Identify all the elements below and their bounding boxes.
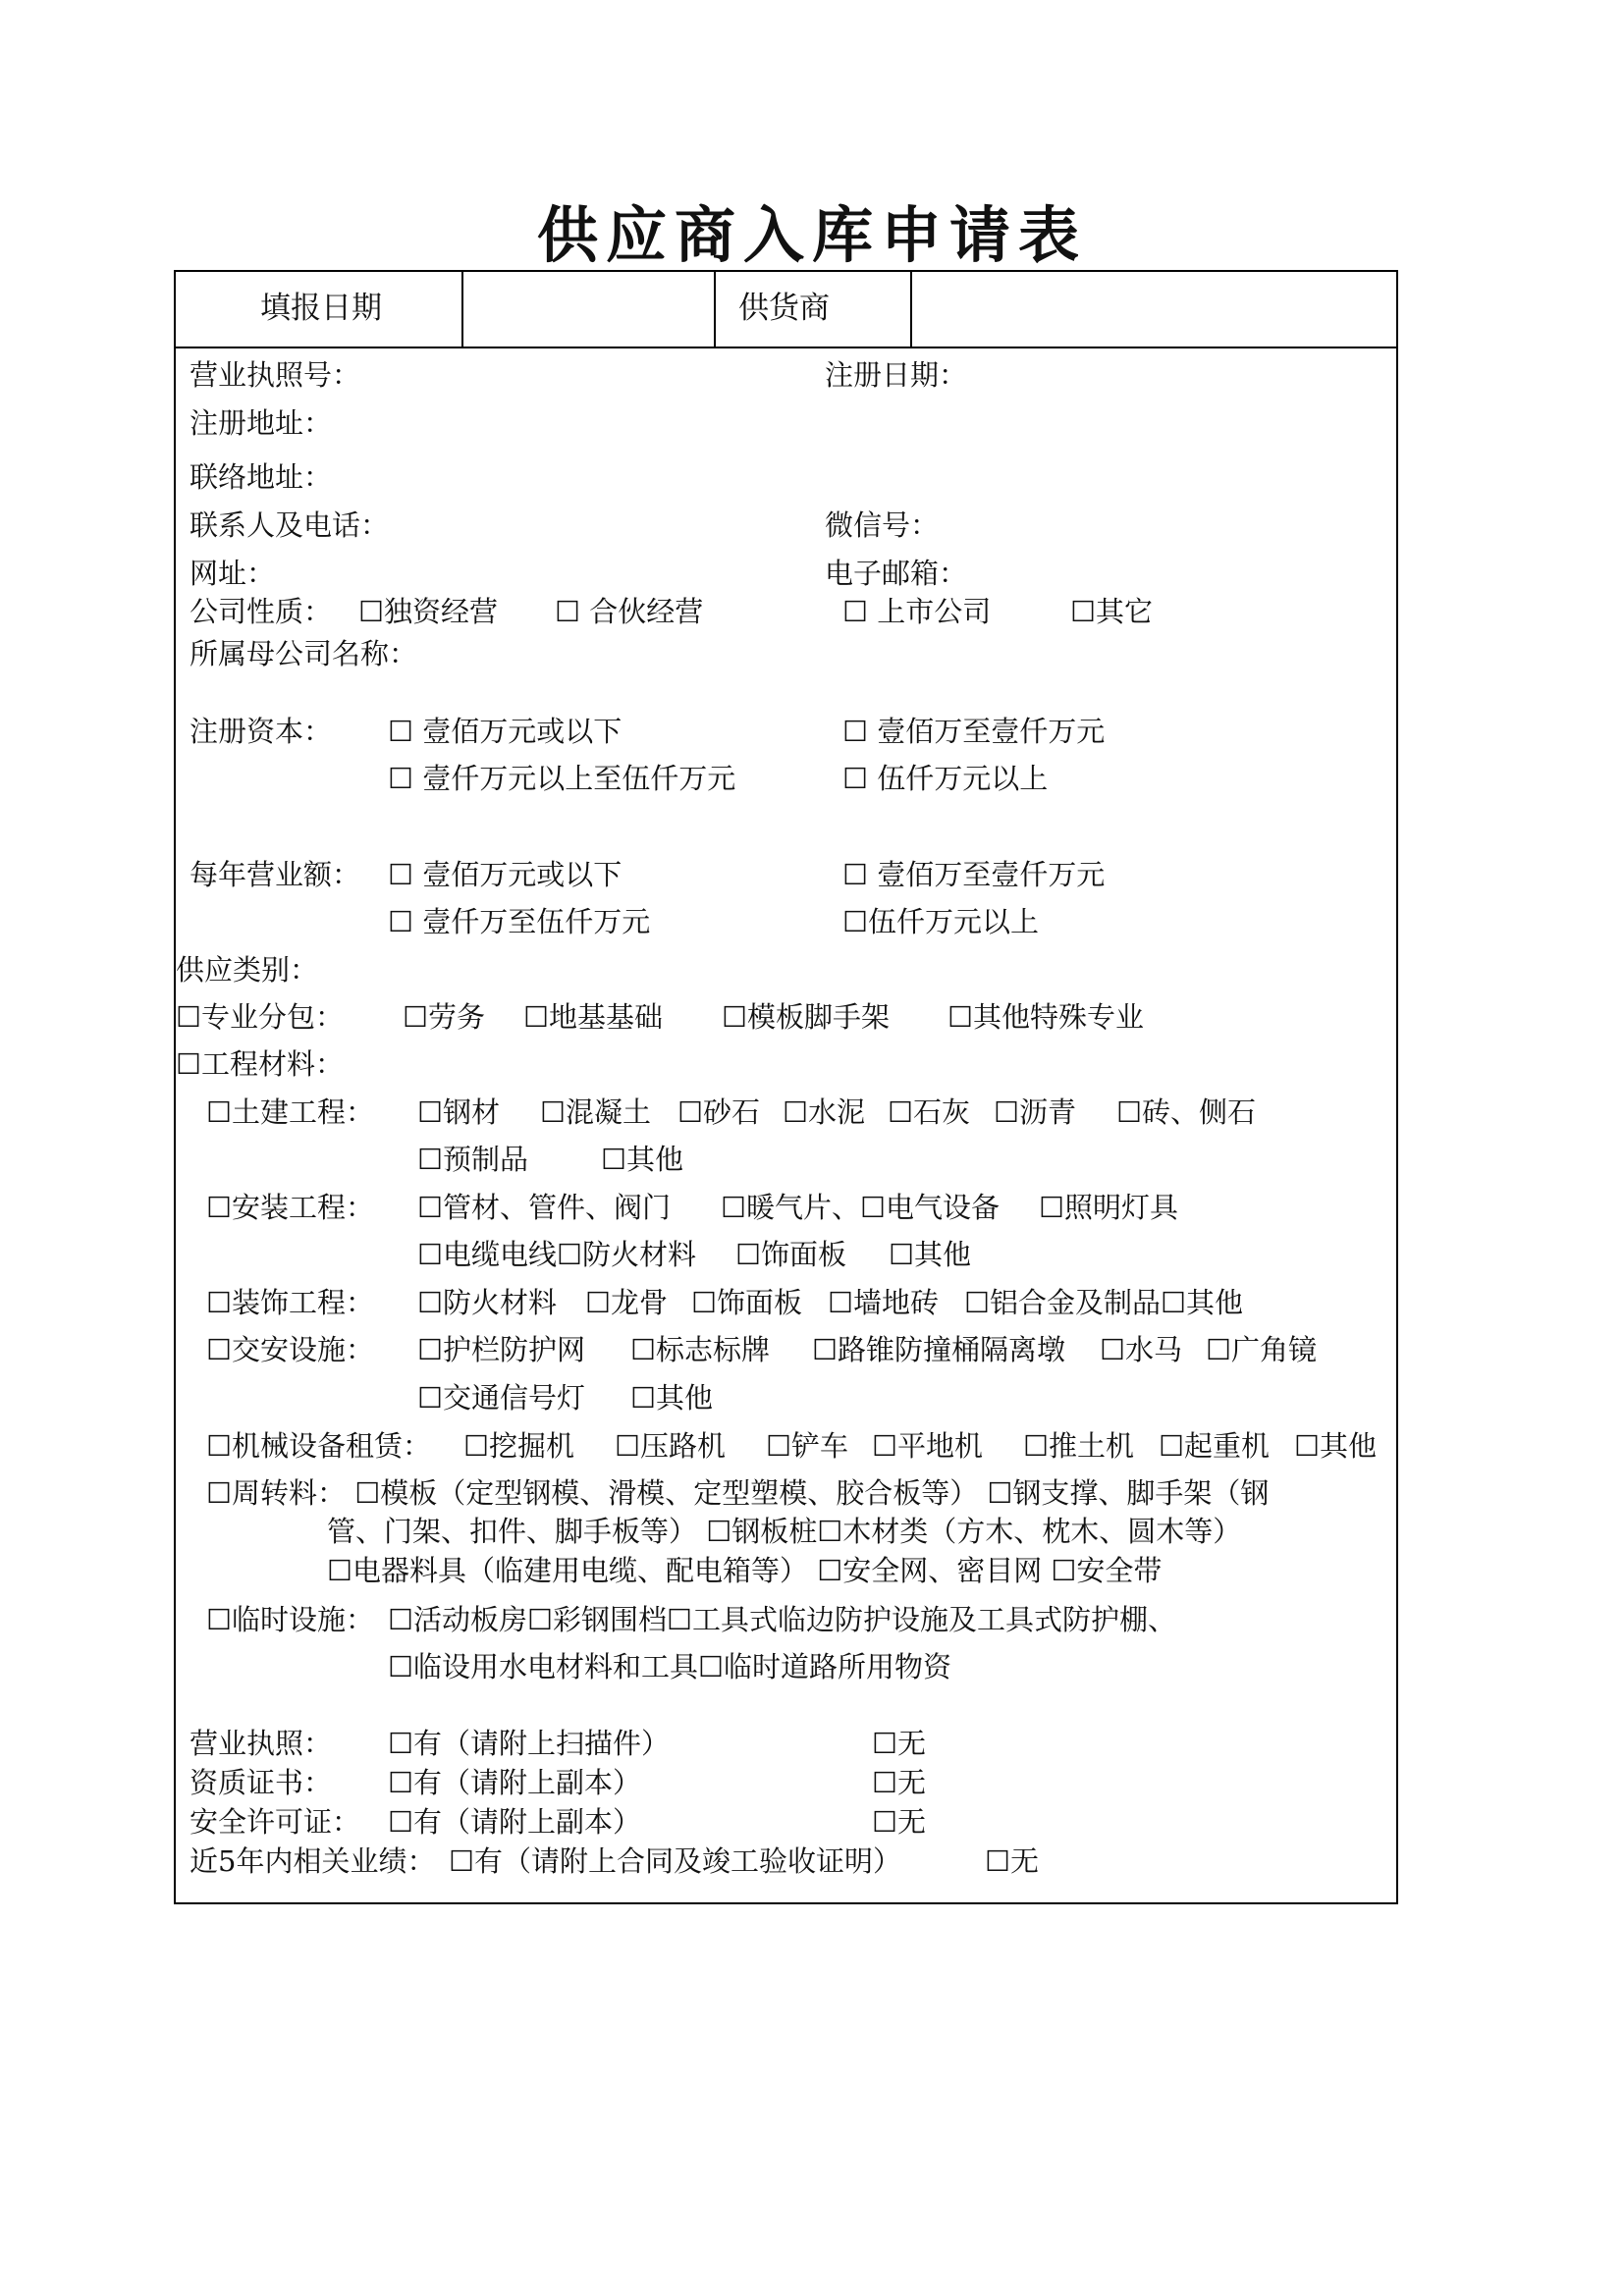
capital-label: 注册资本： [189,715,333,748]
decor-panel[interactable]: ☐饰面板 [691,1286,802,1319]
subcontract-formwork[interactable]: ☐模板脚手架 [722,1000,890,1034]
doc-qualification-no[interactable]: ☐无 [872,1766,926,1799]
civil-concrete[interactable]: ☐混凝土 [540,1095,651,1129]
temp-line-1[interactable]: ☐活动板房☐彩钢围档☐工具式临边防护设施及工具式防护棚、 [388,1603,1176,1636]
traffic-sign[interactable]: ☐标志标牌 [630,1333,770,1366]
capital-option-4[interactable]: ☐ 伍仟万元以上 [842,762,1049,795]
turnover-line-1[interactable]: ☐周转料： ☐模板（定型钢模、滑模、定型塑模、胶合板等） ☐钢支撑、脚手架（钢 [206,1476,1270,1510]
civil-other[interactable]: ☐其他 [601,1143,683,1176]
register-address-label: 注册地址： [189,406,333,440]
website-label: 网址： [189,557,276,590]
traffic-guardrail[interactable]: ☐护栏防护网 [417,1333,585,1366]
traffic-water-barrier[interactable]: ☐水马 [1100,1333,1182,1366]
civil-gravel[interactable]: ☐砂石 [677,1095,760,1129]
turnover-line-2[interactable]: 管、门架、扣件、脚手板等） ☐钢板桩☐木材类（方木、枕木、圆木等） [327,1515,1242,1548]
doc-qualification-label: 资质证书： [189,1766,333,1799]
decor-aluminum-other[interactable]: ☐铝合金及制品☐其他 [964,1286,1243,1319]
revenue-label: 每年营业额： [189,858,361,891]
install-pipes[interactable]: ☐管材、管件、阀门 [417,1191,671,1224]
doc-safety-label: 安全许可证： [189,1805,361,1839]
machine-checkbox[interactable]: ☐机械设备租赁： [206,1429,431,1463]
decor-tile[interactable]: ☐墙地砖 [828,1286,939,1319]
wechat-label: 微信号： [825,508,940,542]
license-number-label: 营业执照号： [189,358,361,392]
capital-option-2[interactable]: ☐ 壹佰万至壹仟万元 [842,715,1106,748]
fill-date-label: 填报日期 [260,291,382,326]
install-radiator-electric[interactable]: ☐暖气片、☐电气设备 [721,1191,1000,1224]
fill-date-field[interactable] [466,276,710,343]
company-type-sole[interactable]: ☐独资经营 [358,595,498,628]
turnover-line-3[interactable]: ☐电器料具（临建用电缆、配电箱等） ☐安全网、密目网 ☐安全带 [327,1554,1163,1587]
email-label: 电子邮箱： [825,557,968,590]
doc-license-no[interactable]: ☐无 [872,1727,926,1760]
install-panel[interactable]: ☐饰面板 [735,1238,846,1271]
install-other[interactable]: ☐其他 [889,1238,971,1271]
revenue-option-1[interactable]: ☐ 壹佰万元或以下 [388,858,623,891]
doc-performance-no[interactable]: ☐无 [985,1844,1039,1878]
header-divider-3 [910,270,912,348]
company-type-label: 公司性质： [189,595,333,628]
traffic-signal[interactable]: ☐交通信号灯 [417,1381,585,1415]
machine-other[interactable]: ☐其他 [1294,1429,1377,1463]
page-title: 供应商入库申请表 [536,199,1087,271]
category-label: 供应类别： [176,953,319,987]
revenue-option-2[interactable]: ☐ 壹佰万至壹仟万元 [842,858,1106,891]
subcontract-checkbox[interactable]: ☐专业分包： [176,1000,344,1034]
register-date-label: 注册日期： [825,358,968,392]
civil-precast[interactable]: ☐预制品 [417,1143,528,1176]
temp-line-2[interactable]: ☐临设用水电材料和工具☐临时道路所用物资 [388,1650,951,1683]
header-divider [174,347,1398,348]
traffic-cone[interactable]: ☐路锥防撞桶隔离墩 [812,1333,1065,1366]
capital-option-3[interactable]: ☐ 壹仟万元以上至伍仟万元 [388,762,736,795]
machine-roller[interactable]: ☐压路机 [615,1429,726,1463]
company-type-listed[interactable]: ☐ 上市公司 [842,595,992,628]
install-lighting[interactable]: ☐照明灯具 [1039,1191,1178,1224]
traffic-checkbox[interactable]: ☐交安设施： [206,1333,374,1366]
machine-crane[interactable]: ☐起重机 [1159,1429,1270,1463]
contact-person-label: 联系人及电话： [189,508,390,542]
traffic-other[interactable]: ☐其他 [630,1381,713,1415]
contact-address-label: 联络地址： [189,460,333,494]
civil-checkbox[interactable]: ☐土建工程： [206,1095,374,1129]
civil-cement[interactable]: ☐水泥 [783,1095,865,1129]
doc-performance-yes[interactable]: ☐有（请附上合同及竣工验收证明） [449,1844,901,1878]
doc-license-yes[interactable]: ☐有（请附上扫描件） [388,1727,670,1760]
machine-excavator[interactable]: ☐挖掘机 [463,1429,574,1463]
decor-fireproof[interactable]: ☐防火材料 [417,1286,557,1319]
install-cable-fireproof[interactable]: ☐电缆电线☐防火材料 [417,1238,696,1271]
machine-grader[interactable]: ☐平地机 [872,1429,983,1463]
doc-safety-no[interactable]: ☐无 [872,1805,926,1839]
traffic-mirror[interactable]: ☐广角镜 [1206,1333,1317,1366]
civil-asphalt[interactable]: ☐沥青 [994,1095,1076,1129]
subcontract-special[interactable]: ☐其他特殊专业 [947,1000,1144,1034]
header-divider-2 [714,270,716,348]
doc-performance-label: 近5年内相关业绩： [189,1844,436,1878]
header-divider-1 [461,270,463,348]
supplier-label: 供货商 [738,291,830,326]
supplier-field[interactable] [915,276,1391,343]
subcontract-labor[interactable]: ☐劳务 [403,1000,485,1034]
machine-bulldozer[interactable]: ☐推土机 [1023,1429,1134,1463]
doc-qualification-yes[interactable]: ☐有（请附上副本） [388,1766,641,1799]
temp-checkbox[interactable]: ☐临时设施： [206,1603,374,1636]
civil-lime[interactable]: ☐石灰 [888,1095,970,1129]
doc-safety-yes[interactable]: ☐有（请附上副本） [388,1805,641,1839]
decor-keel[interactable]: ☐龙骨 [585,1286,668,1319]
civil-brick[interactable]: ☐砖、侧石 [1116,1095,1256,1129]
civil-steel[interactable]: ☐钢材 [417,1095,500,1129]
doc-license-label: 营业执照： [189,1727,333,1760]
decor-checkbox[interactable]: ☐装饰工程： [206,1286,374,1319]
capital-option-1[interactable]: ☐ 壹佰万元或以下 [388,715,623,748]
material-checkbox[interactable]: ☐工程材料： [176,1047,344,1081]
parent-company-label: 所属母公司名称： [189,637,418,670]
revenue-option-4[interactable]: ☐伍仟万元以上 [842,905,1039,938]
company-type-partnership[interactable]: ☐ 合伙经营 [555,595,704,628]
subcontract-foundation[interactable]: ☐地基基础 [523,1000,663,1034]
company-type-other[interactable]: ☐其它 [1070,595,1153,628]
revenue-option-3[interactable]: ☐ 壹仟万至伍仟万元 [388,905,651,938]
install-checkbox[interactable]: ☐安装工程： [206,1191,374,1224]
machine-loader[interactable]: ☐铲车 [766,1429,848,1463]
